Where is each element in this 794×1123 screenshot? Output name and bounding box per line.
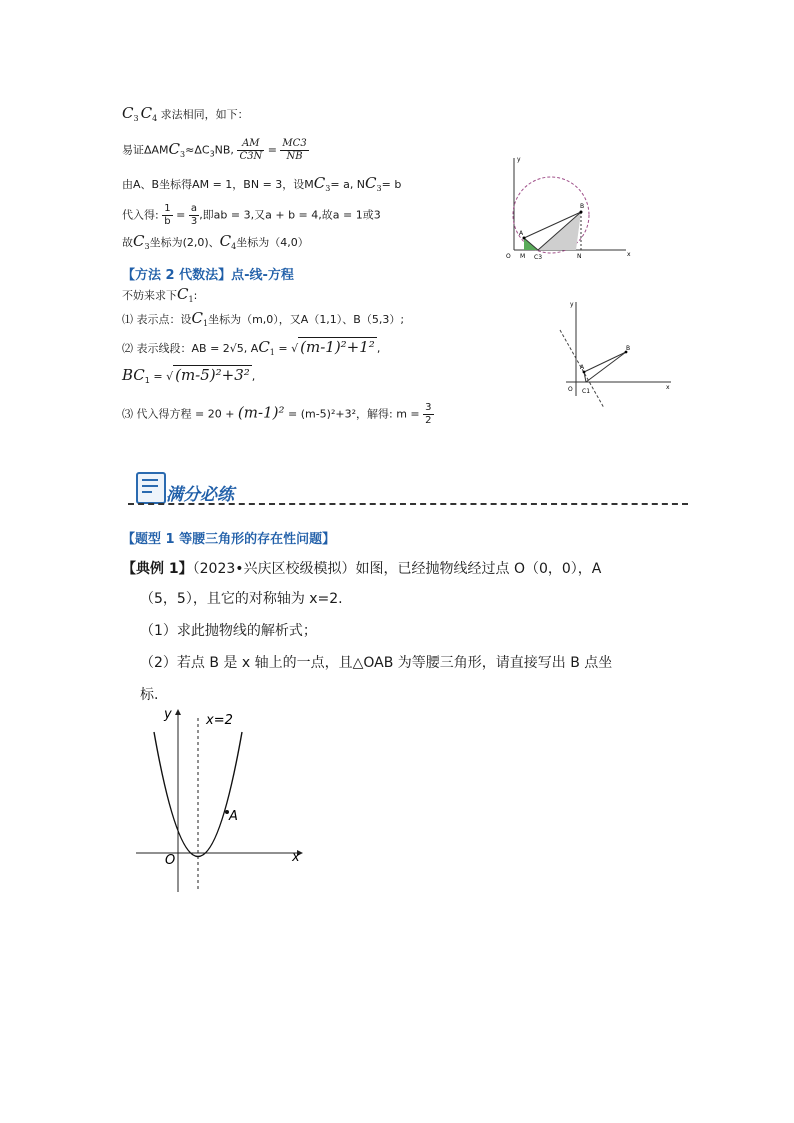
label-y: y: [164, 707, 172, 722]
fraction-mc: $\frac{MC3}{NB}$: [282, 138, 307, 162]
example-line-1: 【典例 1】（2023•兴庆区校级模拟）如图，已经抛物线经过点 O（0，0），A: [122, 561, 602, 577]
problem-type-title: 【题型 1 等腰三角形的存在性问题】: [122, 532, 336, 547]
label-b: B: [580, 203, 585, 210]
question-1: （1）求此抛物线的解析式；: [140, 623, 317, 639]
label-c1: C1: [582, 388, 591, 395]
label-a: A: [519, 230, 524, 237]
label-symmetry-axis: x=2: [206, 713, 233, 728]
example-line-2: （5，5），且它的对称轴为 x=2.: [140, 591, 343, 607]
method1-intro: $C_3$ $C_4$ 求法相同，如下：: [122, 104, 249, 123]
label-o: O: [165, 853, 176, 868]
question-2: （2）若点 B 是 x 轴上的一点，且△OAB 为等腰三角形，请直接写出 B 点坐: [140, 655, 613, 671]
segment-ab: [584, 352, 626, 372]
label-o: O: [568, 386, 573, 393]
label-a: A: [229, 809, 238, 824]
notebook-icon: [136, 472, 166, 504]
fraction-am: $\frac{AM}{C3N}$: [239, 138, 263, 162]
label-o: O: [506, 253, 511, 260]
label-n: N: [577, 253, 582, 260]
method2-step1: ⑴ 表示点：设$C_1$坐标为（m,0），又A（1,1）、B（5,3）;: [122, 309, 405, 328]
label-y: y: [517, 156, 521, 163]
figure-bisector-diagram: [546, 296, 676, 411]
method1-substitute-line: 代入得: $\frac{1}{b}$ = $\frac{a}{3}$ ,即ab = 3,又a + b = 4,故a = 1或3: [122, 203, 381, 227]
label-x: x: [666, 384, 670, 391]
label-m: M: [520, 253, 526, 260]
method2-title: 【方法 2 代数法】点-线-方程: [122, 268, 294, 283]
section-banner-title: 满分必练: [166, 485, 234, 505]
method1-similar-line: 易证$\Delta AMC_3\approx\Delta C_3NB$, $\frac{AM}{C3N}$ = $\frac{MC3}{NB}$: [122, 138, 307, 162]
section-divider: [128, 503, 688, 505]
method1-coords-line: 由A、B坐标得AM = 1，BN = 3，设$MC_3= a$, $NC_3= b$: [122, 174, 402, 193]
question-2-cont: 标.: [140, 687, 159, 703]
label-b: B: [626, 345, 631, 352]
label-x: x: [292, 850, 300, 865]
figure-parabola: [132, 706, 312, 896]
label-y: y: [570, 301, 574, 308]
method2-bc1: $BC_1$ = √ (m-5)²+3² ,: [122, 366, 256, 385]
method2-intro: 不妨来求下$C_1$:: [122, 285, 198, 304]
label-c3: C3: [534, 254, 543, 261]
label-a: A: [580, 364, 585, 371]
label-x: x: [627, 251, 631, 258]
figure-circle-diagram: [486, 150, 636, 265]
method2-step2: ⑵ 表示线段：AB = 2√5, $AC_1$ = √ (m-1)²+1² ,: [122, 338, 381, 357]
method2-step3: ⑶ 代入得方程 = 20 + (m-1)² = (m-5)²+3²，解得: m = $\frac{3}{2}$: [122, 402, 432, 426]
method1-result-line: 故$C_3$坐标为(2,0)、$C_4$坐标为（4,0）: [122, 232, 309, 251]
